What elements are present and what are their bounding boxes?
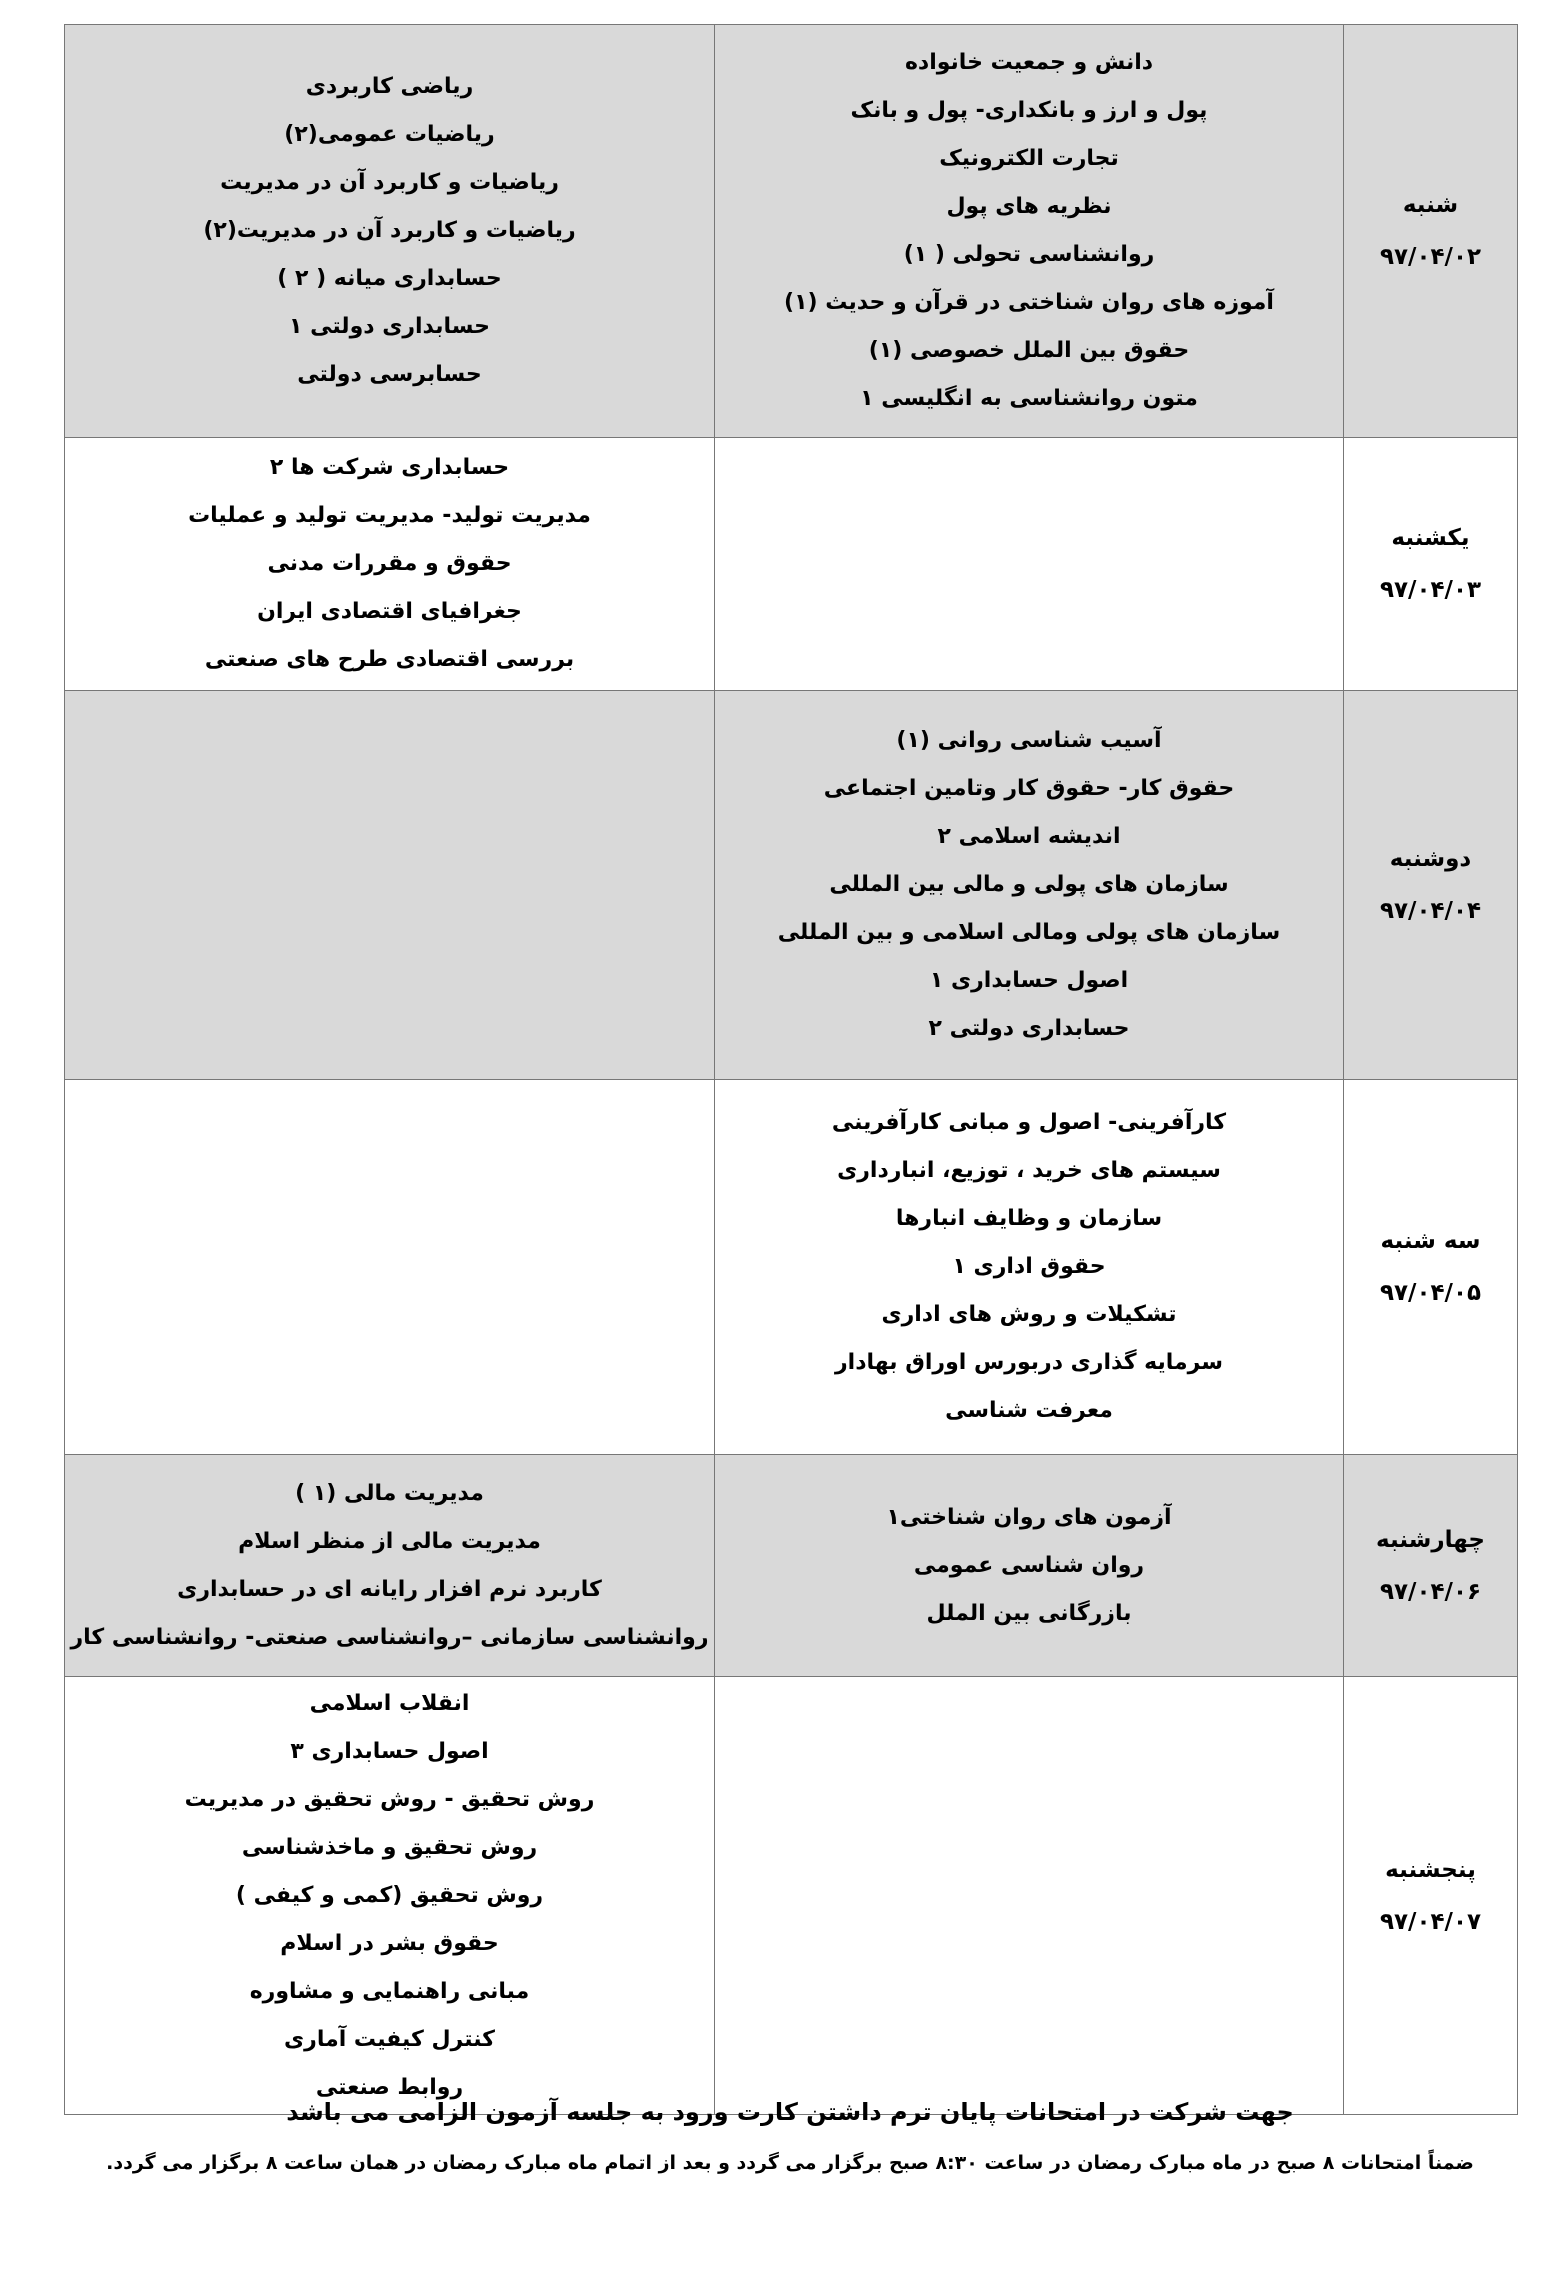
day-name: یکشنبه [1391,525,1470,551]
day-cell [1344,25,1518,438]
slot-1-courses [715,1455,1344,1677]
day-cell [1344,691,1518,1080]
course-name: حسابداری شرکت ها ۲ [269,455,510,480]
course-name: حقوق کار- حقوق کار وتامین اجتماعی [823,776,1235,801]
day-cell [1344,1677,1518,2115]
slot-2-courses [65,1455,715,1677]
slot-1-courses [715,25,1344,438]
course-name: روابط صنعتی [315,2074,464,2100]
course-name: ریاضیات و کاربرد آن در مدیریت [220,170,559,195]
course-name: آسیب شناسی روانی (۱) [896,728,1162,753]
course-name: معرفت شناسی [945,1398,1113,1423]
slot-1-courses [715,1677,1344,2115]
day-name: سه شنبه [1380,1228,1481,1254]
course-name: مبانی راهنمایی و مشاوره [249,1978,530,2004]
course-name: روانشناسی تحولی ( ۱) [903,242,1155,267]
course-name: حقوق اداری ۱ [952,1254,1106,1279]
day-cell [1344,1455,1518,1677]
slot-1-courses [715,691,1344,1080]
day-cell [1344,1080,1518,1455]
exam-date: ۹۷/۰۴/۰۵ [1379,1280,1482,1306]
course-name: کارآفرینی- اصول و مبانی کارآفرینی [831,1110,1227,1135]
course-name: روش تحقیق و ماخذشناسی [241,1834,538,1860]
course-name: تشکیلات و روش های اداری [881,1302,1177,1327]
course-name: اصول حسابداری ۱ [929,968,1129,993]
course-name: سرمایه گذاری دربورس اوراق بهادار [835,1350,1223,1375]
slot-2-courses [65,438,715,691]
course-name: اندیشه اسلامی ۲ [937,824,1121,849]
schedule-row [65,1080,1518,1455]
course-name: ریاضیات عمومی(۲) [284,122,495,147]
course-name: مدیریت تولید- مدیریت تولید و عملیات [188,503,591,528]
course-name: کنترل کیفیت آماری [284,2026,495,2052]
course-name: سازمان و وظایف انبارها [895,1206,1163,1231]
schedule-row [65,1677,1518,2115]
slot-2-courses [65,1677,715,2115]
exam-date: ۹۷/۰۴/۰۲ [1379,244,1482,270]
exam-schedule-sheet [64,24,1516,2115]
slot-2-courses [65,1080,715,1455]
slot-2-courses [65,691,715,1080]
schedule-row [65,691,1518,1080]
course-name: حقوق و مقررات مدنی [267,551,512,576]
schedule-row [65,25,1518,438]
exam-date: ۹۷/۰۴/۰۶ [1379,1578,1482,1605]
course-name: روش تحقیق - روش تحقیق در مدیریت [184,1786,595,1812]
course-name: روش تحقیق (کمی و کیفی ) [235,1882,544,1908]
day-name: دوشنبه [1389,846,1472,872]
course-name: آزمون های روان شناختی۱ [886,1504,1172,1530]
slot-1-courses [715,1080,1344,1455]
schedule-row [65,1455,1518,1677]
course-name: انقلاب اسلامی [309,1690,470,1716]
course-name: روانشناسی سازمانی –روانشناسی صنعتی- روانشناسی کار [70,1624,709,1650]
entry-card-notice: جهت شرکت در امتحانات پایان ترم داشتن کارت ورود به جلسه آزمون الزامی می باشد [286,2098,1294,2126]
course-name: حسابداری دولتی ۱ [288,314,491,339]
course-name: پول و ارز و بانکداری- پول و بانک [850,98,1208,123]
course-name: بازرگانی بین الملل [926,1600,1132,1626]
course-name: مدیریت مالی (۱ ) [295,1480,484,1506]
schedule-rows [65,25,1518,2115]
course-name: بررسی اقتصادی طرح های صنعتی [204,647,575,672]
course-name: اصول حسابداری ۳ [290,1738,489,1764]
course-name: حسابداری میانه ( ۲ ) [277,266,502,291]
slot-2-courses [65,25,715,438]
course-name: حقوق بین الملل خصوصی (۱) [868,338,1190,363]
course-name: ریاضی کاربردی [305,74,474,99]
course-name: حسابرسی دولتی [297,362,482,387]
exam-date: ۹۷/۰۴/۰۳ [1379,577,1482,603]
schedule-row [65,438,1518,691]
course-name: سیستم های خرید ، توزیع، انبارداری [837,1158,1221,1183]
course-name: جغرافیای اقتصادی ایران [257,599,522,624]
ramadan-time-notice: ضمناً امتحانات ۸ صبح در ماه مبارک رمضان در ساعت ۸:۳۰ صبح برگزار می گردد و بعد از اتمام ماه مبارک رمضان در همان ساعت ۸ برگزار می گردد. [106,2152,1474,2174]
course-name: سازمان های پولی و مالی بین المللی [829,872,1229,897]
course-name: نظریه های پول [946,194,1112,219]
day-name: پنجشنبه [1385,1856,1476,1883]
course-name: کاربرد نرم افزار رایانه ای در حسابداری [177,1576,602,1602]
course-name: متون روانشناسی به انگلیسی ۱ [860,386,1198,411]
slot-1-courses [715,438,1344,691]
day-name: چهارشنبه [1376,1526,1485,1553]
course-name: ریاضیات و کاربرد آن در مدیریت(۲) [203,218,576,243]
exam-schedule-table [64,24,1518,2115]
course-name: روان شناسی عمومی [913,1552,1145,1578]
course-name: تجارت الکترونیک [939,146,1119,171]
course-name: دانش و جمعیت خانواده [904,50,1154,75]
course-name: آموزه های روان شناختی در قرآن و حدیث (۱) [784,290,1274,315]
exam-date: ۹۷/۰۴/۰۴ [1379,898,1482,924]
day-name: شنبه [1402,192,1459,218]
course-name: حقوق بشر در اسلام [280,1930,499,1956]
day-cell [1344,438,1518,691]
course-name: حسابداری دولتی ۲ [928,1016,1130,1041]
course-name: مدیریت مالی از منظر اسلام [238,1528,541,1554]
exam-date: ۹۷/۰۴/۰۷ [1379,1908,1482,1935]
course-name: سازمان های پولی ومالی اسلامی و بین المللی [777,920,1281,945]
